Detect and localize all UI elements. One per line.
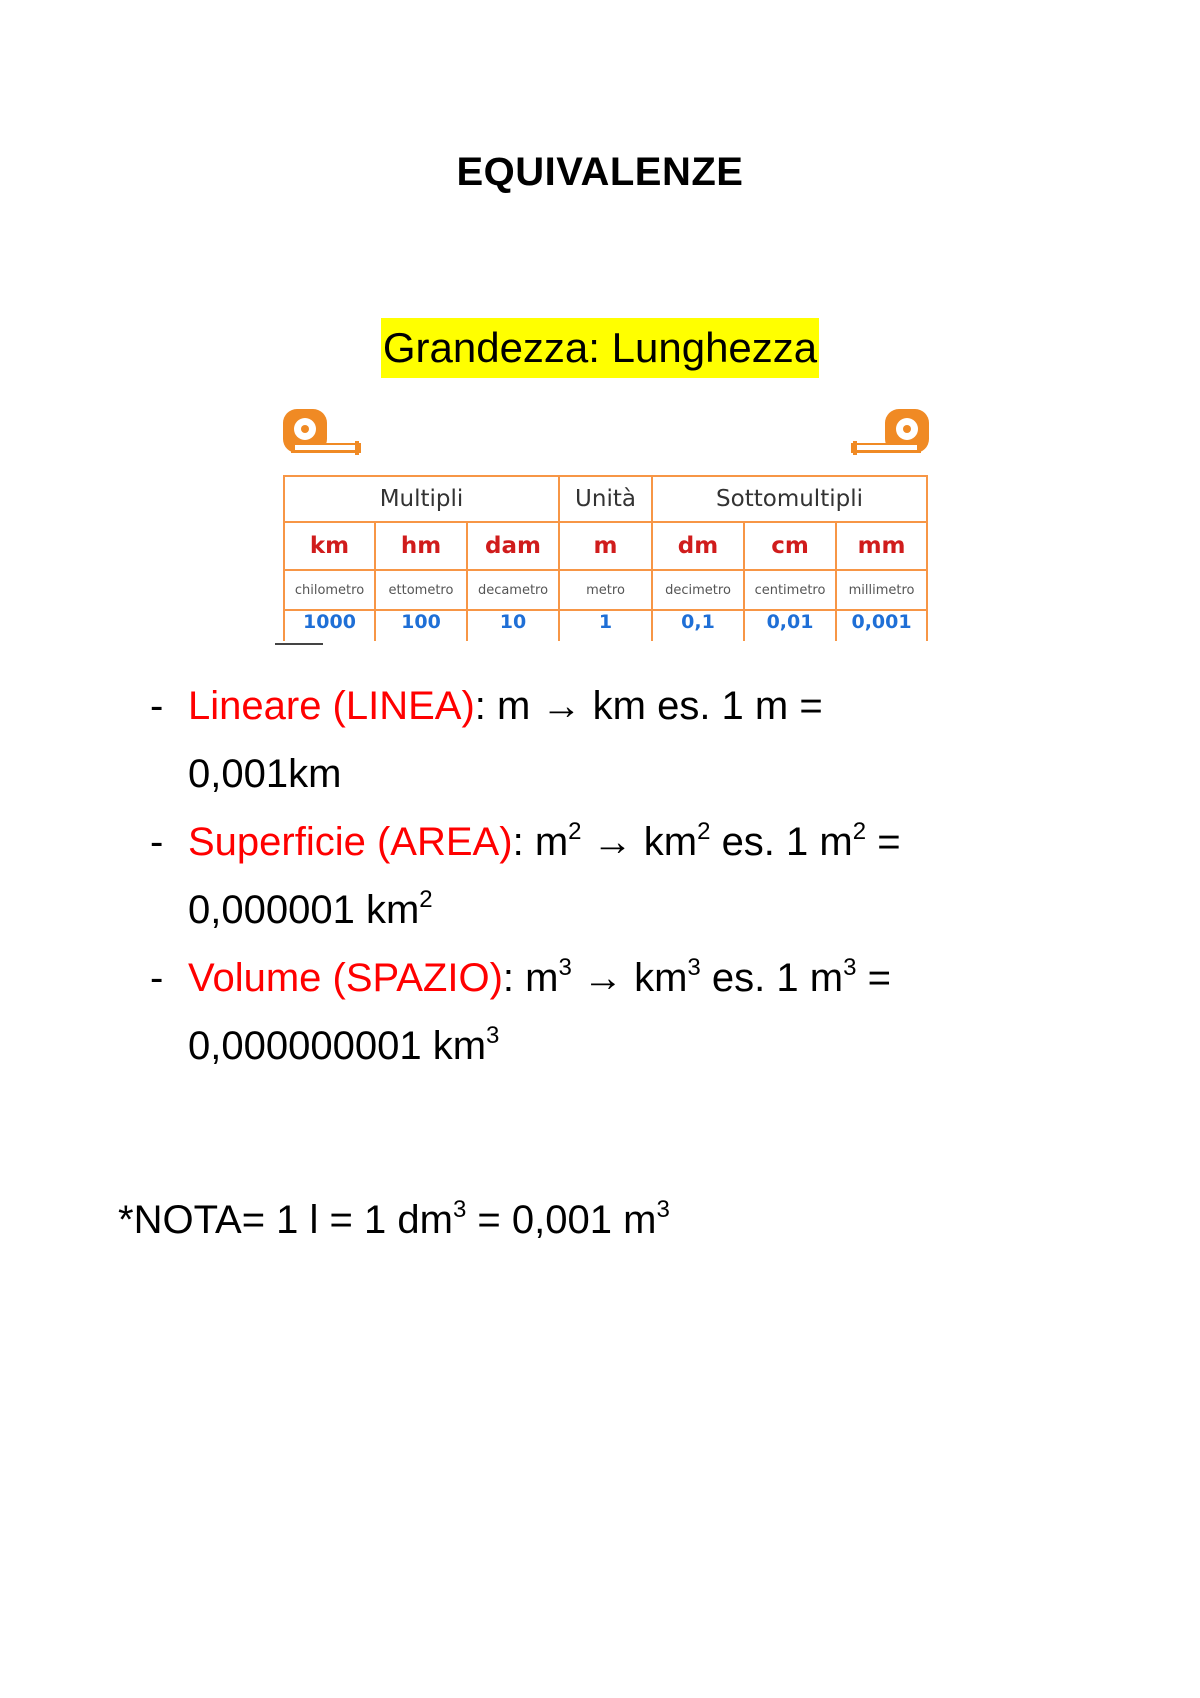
unit-symbol: cm: [744, 522, 836, 570]
unit-value: 1: [559, 610, 652, 641]
result-unit: km: [288, 752, 342, 796]
tape-measure-icon: [851, 405, 931, 465]
colon: :: [502, 956, 515, 1000]
unit-name: chilometro: [284, 570, 375, 610]
list-item-superficie: [150, 808, 1070, 944]
unit-name: centimetro: [744, 570, 836, 610]
example-prefix: es. 1: [657, 684, 744, 728]
note-text: *NOTA= 1 l = 1 dm: [118, 1198, 453, 1242]
result-unit: km: [432, 1024, 487, 1068]
exponent: 2: [568, 818, 582, 845]
unit-value: 1000: [284, 610, 375, 641]
unit-symbol: dm: [652, 522, 744, 570]
from-unit: m: [525, 956, 559, 1000]
length-units-table-image: [275, 405, 931, 650]
equals-sign: =: [799, 684, 823, 728]
exponent: 3: [843, 954, 857, 981]
unit-value: 0,01: [744, 610, 836, 641]
result-value: 0,001: [188, 752, 289, 796]
to-unit: km: [643, 820, 698, 864]
page-title: EQUIVALENZE: [456, 150, 744, 194]
equals-sign: =: [877, 820, 901, 864]
exponent: 3: [687, 954, 701, 981]
list-item-lineare: [150, 672, 1070, 808]
group-header-multipli: Multipli: [284, 476, 559, 522]
unit-symbol: m: [559, 522, 652, 570]
unit-symbol: dam: [467, 522, 559, 570]
equals-sign: =: [867, 956, 891, 1000]
exponent: 2: [697, 818, 711, 845]
underline-mark: [275, 643, 323, 645]
list-item-volume: [150, 944, 1070, 1080]
group-header-sottomultipli: Sottomultipli: [652, 476, 927, 522]
exponent: 3: [656, 1196, 670, 1223]
from-unit: m: [497, 684, 531, 728]
unit-name: decimetro: [652, 570, 744, 610]
note-line: [118, 1190, 670, 1250]
unit-value: 10: [467, 610, 559, 641]
exponent: 3: [452, 1196, 467, 1223]
equivalence-list: [150, 672, 1070, 1080]
example-unit: m: [754, 684, 789, 728]
arrow-icon: →: [541, 684, 582, 728]
unit-symbol: km: [284, 522, 375, 570]
unit-name: millimetro: [836, 570, 927, 610]
unit-name: decametro: [467, 570, 559, 610]
example-prefix: es. 1: [721, 820, 809, 864]
colon: :: [512, 820, 524, 864]
unit-value: 100: [375, 610, 467, 641]
quantity-label: Superficie (AREA): [188, 820, 513, 864]
result-value: 0,000000001: [188, 1024, 422, 1068]
example-unit: m: [809, 956, 844, 1000]
unit-symbol: hm: [375, 522, 467, 570]
arrow-icon: →: [582, 956, 623, 1000]
exponent: 3: [486, 1022, 500, 1049]
unit-name: ettometro: [375, 570, 467, 610]
to-unit: km: [592, 684, 646, 728]
from-unit: m: [534, 820, 569, 864]
arrow-icon: →: [592, 820, 633, 864]
group-header-unita: Unità: [559, 476, 652, 522]
unit-name: metro: [559, 570, 652, 610]
tape-measure-icon: [281, 405, 361, 465]
exponent: 2: [852, 818, 867, 845]
unit-symbol: mm: [836, 522, 927, 570]
unit-value: 0,1: [652, 610, 744, 641]
exponent: 2: [419, 886, 433, 913]
example-prefix: es. 1: [711, 956, 799, 1000]
list-dash: -: [150, 820, 164, 864]
list-dash: -: [150, 956, 164, 1000]
note-text: = 0,001 m: [466, 1198, 657, 1242]
subtitle-highlight: Grandezza: Lunghezza: [381, 318, 819, 378]
result-unit: km: [365, 888, 420, 932]
quantity-label: Volume (SPAZIO): [188, 956, 503, 1000]
result-value: 0,000001: [188, 888, 355, 932]
example-unit: m: [819, 820, 853, 864]
exponent: 3: [558, 954, 572, 981]
to-unit: km: [634, 956, 688, 1000]
unit-value: 0,001: [836, 610, 927, 641]
list-dash: -: [150, 684, 164, 728]
colon: :: [474, 684, 486, 728]
units-table: [283, 475, 928, 641]
quantity-label: Lineare (LINEA): [188, 684, 475, 728]
